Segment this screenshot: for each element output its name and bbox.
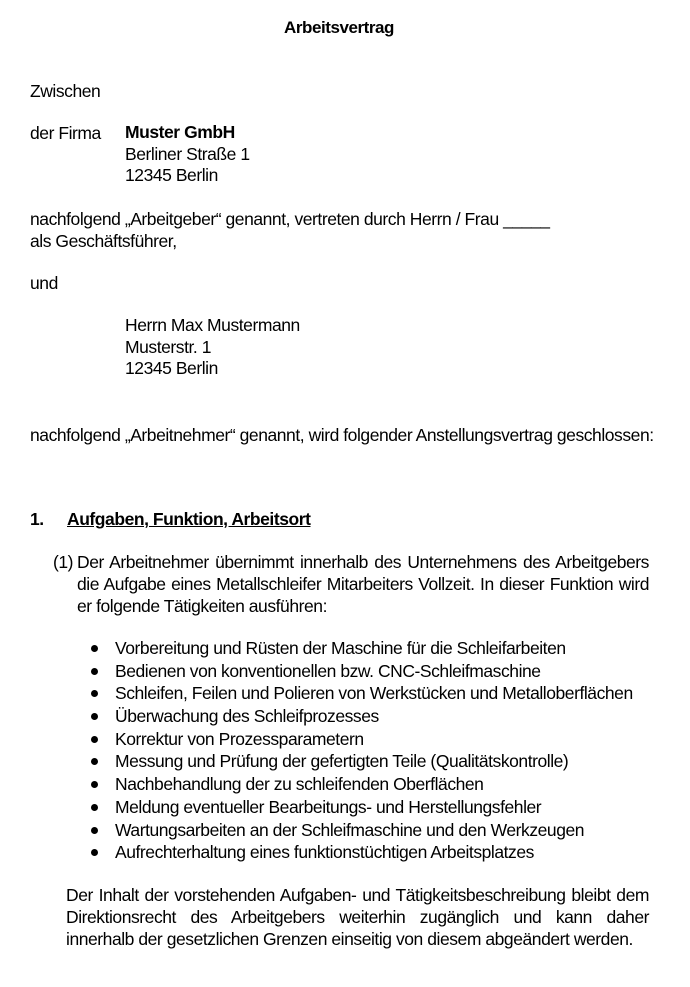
bullet-icon <box>91 827 98 834</box>
bullet-icon <box>91 713 98 720</box>
between-label: Zwischen <box>30 81 101 101</box>
paragraph-number: (1) <box>53 552 74 572</box>
bullet-icon <box>91 758 98 765</box>
employee-street: Musterstr. 1 <box>125 336 212 357</box>
task-list <box>90 637 633 864</box>
list-item: Messung und Prüfung der gefertigten Teile (Qualitätskontrolle) <box>90 750 633 773</box>
bullet-icon <box>91 736 98 743</box>
list-item: Bedienen von konventionellen bzw. CNC-Schleifmaschine <box>90 660 633 683</box>
bullet-icon <box>91 645 98 652</box>
closing-paragraph: Der Inhalt der vorstehenden Aufgaben- und Tätigkeitsbeschreibung bleibt dem Direktionsrecht des Arbeitgebers weiterhin zugänglich und kann daher innerhalb der gesetzlichen Grenzen einseitig von diesem abgeändert werden. <box>66 885 649 949</box>
list-item: Schleifen, Feilen und Polieren von Werkstücken und Metalloberflächen <box>90 682 633 705</box>
employee-name: Herrn Max Mustermann <box>125 315 300 335</box>
and-label: und <box>30 273 58 293</box>
bullet-icon <box>91 781 98 788</box>
list-item: Überwachung des Schleifprozesses <box>90 705 633 728</box>
employer-city: 12345 Berlin <box>125 165 218 185</box>
document-title: Arbeitsvertrag <box>284 18 394 37</box>
paragraph-text: Der Arbeitnehmer übernimmt innerhalb des Unternehmens des Arbeitgebers die Aufgabe eines Metallschleifer Mitarbeiters Vollzeit. In dieser Funktion wird er folgende Tätigkeiten ausführen: <box>77 552 649 616</box>
list-item: Meldung eventueller Bearbeitungs- und Herstellungsfehler <box>90 796 633 819</box>
bullet-icon <box>91 668 98 675</box>
employee-city: 12345 Berlin <box>125 358 218 378</box>
employer-address <box>125 122 250 187</box>
section-title: Aufgaben, Funktion, Arbeitsort <box>67 509 311 529</box>
list-item: Vorbereitung und Rüsten der Maschine für die Schleifarbeiten <box>90 637 633 660</box>
list-item: Wartungsarbeiten an der Schleifmaschine und den Werkzeugen <box>90 819 633 842</box>
employer-name: Muster GmbH <box>125 122 235 142</box>
bullet-icon <box>91 804 98 811</box>
list-item: Aufrechterhaltung eines funktionstüchtigen Arbeitsplatzes <box>90 841 633 864</box>
list-item: Nachbehandlung der zu schleifenden Oberflächen <box>90 773 633 796</box>
employee-address <box>125 315 300 380</box>
employer-prefix: der Firma <box>30 123 101 143</box>
list-item: Korrektur von Prozessparametern <box>90 728 633 751</box>
bullet-icon <box>91 849 98 856</box>
employer-street: Berliner Straße 1 <box>125 143 250 164</box>
section-number: 1. <box>30 509 44 529</box>
bullet-icon <box>91 690 98 697</box>
employee-note: nachfolgend „Arbeitnehmer“ genannt, wird folgender Anstellungsvertrag geschlossen: <box>30 425 654 445</box>
employer-note: nachfolgend „Arbeitgeber“ genannt, vertreten durch Herrn / Frau _____ als Geschäftsführer, <box>30 209 550 251</box>
